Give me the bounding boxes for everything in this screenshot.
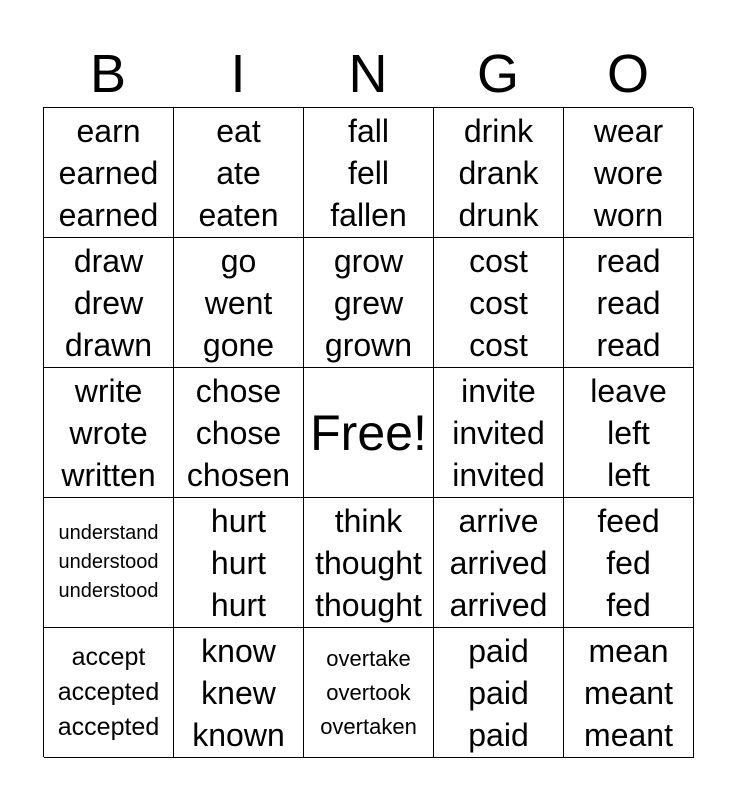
bingo-cell <box>304 108 434 238</box>
cell-word: wear <box>593 112 664 149</box>
cell-word: hurt <box>210 544 267 581</box>
cell-word: accepted <box>57 678 160 706</box>
cell-word: thought <box>315 544 422 581</box>
bingo-cell <box>564 238 694 368</box>
cell-word: fallen <box>330 196 407 233</box>
cell-word: invited <box>452 414 545 451</box>
cell-word: left <box>607 456 650 493</box>
cell-word: paid <box>468 632 529 669</box>
cell-word: arrived <box>449 586 548 623</box>
bingo-grid <box>43 107 693 757</box>
cell-word: arrived <box>449 544 548 581</box>
cell-word: accepted <box>57 713 160 741</box>
cell-word: write <box>74 372 143 409</box>
cell-word: understand <box>58 522 159 544</box>
cell-word: overtook <box>326 679 411 705</box>
cell-word: drunk <box>458 196 539 233</box>
cell-word: wore <box>593 154 664 191</box>
cell-word: ate <box>216 154 261 191</box>
cell-word: worn <box>593 196 664 233</box>
cell-word: feed <box>597 502 660 539</box>
cell-word: eaten <box>198 196 279 233</box>
cell-word: invited <box>452 456 545 493</box>
bingo-cell <box>304 498 434 628</box>
bingo-cell <box>174 238 304 368</box>
cell-word: earned <box>58 196 159 233</box>
cell-word: grew <box>333 284 404 321</box>
free-space-cell <box>304 368 434 498</box>
bingo-cell <box>434 238 564 368</box>
bingo-cell <box>44 498 174 628</box>
header-letter-i: I <box>230 44 246 104</box>
cell-word: grow <box>333 242 404 279</box>
cell-word: chose <box>195 414 282 451</box>
cell-word: knew <box>201 674 276 711</box>
cell-word: known <box>192 716 285 753</box>
cell-word: drawn <box>64 326 153 363</box>
cell-word: written <box>61 456 156 493</box>
cell-word: fed <box>606 586 651 623</box>
cell-word: meant <box>584 674 673 711</box>
bingo-cell <box>44 238 174 368</box>
bingo-cell <box>44 628 174 758</box>
cell-word: cost <box>469 284 528 321</box>
bingo-cell <box>434 628 564 758</box>
cell-word: arrive <box>458 502 539 539</box>
cell-word: hurt <box>210 586 267 623</box>
cell-word: thought <box>315 586 422 623</box>
bingo-cell <box>434 108 564 238</box>
cell-word: leave <box>590 372 667 409</box>
bingo-cell <box>44 368 174 498</box>
cell-word: cost <box>469 242 528 279</box>
cell-word: hurt <box>210 502 267 539</box>
cell-word: read <box>596 284 661 321</box>
bingo-header <box>43 40 693 108</box>
cell-word: grown <box>324 326 413 363</box>
cell-word: paid <box>468 716 529 753</box>
cell-word: fall <box>348 112 389 149</box>
cell-word: drew <box>73 284 144 321</box>
cell-word: meant <box>584 716 673 753</box>
cell-word: eat <box>216 112 261 149</box>
bingo-cell <box>44 108 174 238</box>
header-letter-b: B <box>89 44 127 104</box>
cell-word: gone <box>202 326 275 363</box>
header-letter-n: N <box>348 44 388 104</box>
cell-word: overtaken <box>320 713 417 739</box>
cell-word: overtake <box>326 645 411 671</box>
cell-word: fed <box>606 544 651 581</box>
free-space-label: Free! <box>310 404 427 461</box>
cell-word: go <box>220 242 257 279</box>
cell-word: know <box>201 632 276 669</box>
cell-word: chosen <box>186 456 291 493</box>
bingo-cell <box>434 368 564 498</box>
cell-word: paid <box>468 674 529 711</box>
bingo-cell <box>174 628 304 758</box>
cell-word: left <box>607 414 650 451</box>
cell-word: accept <box>71 643 146 671</box>
bingo-cell <box>304 628 434 758</box>
cell-word: understood <box>58 551 159 573</box>
cell-word: drank <box>458 154 539 191</box>
bingo-cell <box>564 498 694 628</box>
cell-word: draw <box>73 242 144 279</box>
cell-word: earn <box>76 112 141 149</box>
cell-word: invite <box>461 372 536 409</box>
cell-word: earned <box>58 154 159 191</box>
cell-word: fell <box>348 154 389 191</box>
bingo-cell <box>174 368 304 498</box>
header-letter-g: G <box>476 44 519 104</box>
cell-word: chose <box>195 372 282 409</box>
cell-word: wrote <box>69 414 148 451</box>
cell-word: went <box>204 284 273 321</box>
bingo-cell <box>434 498 564 628</box>
cell-word: read <box>596 242 661 279</box>
cell-word: cost <box>469 326 528 363</box>
cell-word: drink <box>463 112 534 149</box>
bingo-cell <box>304 238 434 368</box>
bingo-cell <box>564 368 694 498</box>
cell-word: read <box>596 326 661 363</box>
bingo-cell <box>564 108 694 238</box>
cell-word: mean <box>588 632 669 669</box>
cell-word: understood <box>58 580 159 602</box>
bingo-cell <box>174 108 304 238</box>
cell-word: think <box>334 502 403 539</box>
header-letter-o: O <box>606 44 649 104</box>
bingo-cell <box>564 628 694 758</box>
bingo-cell <box>174 498 304 628</box>
